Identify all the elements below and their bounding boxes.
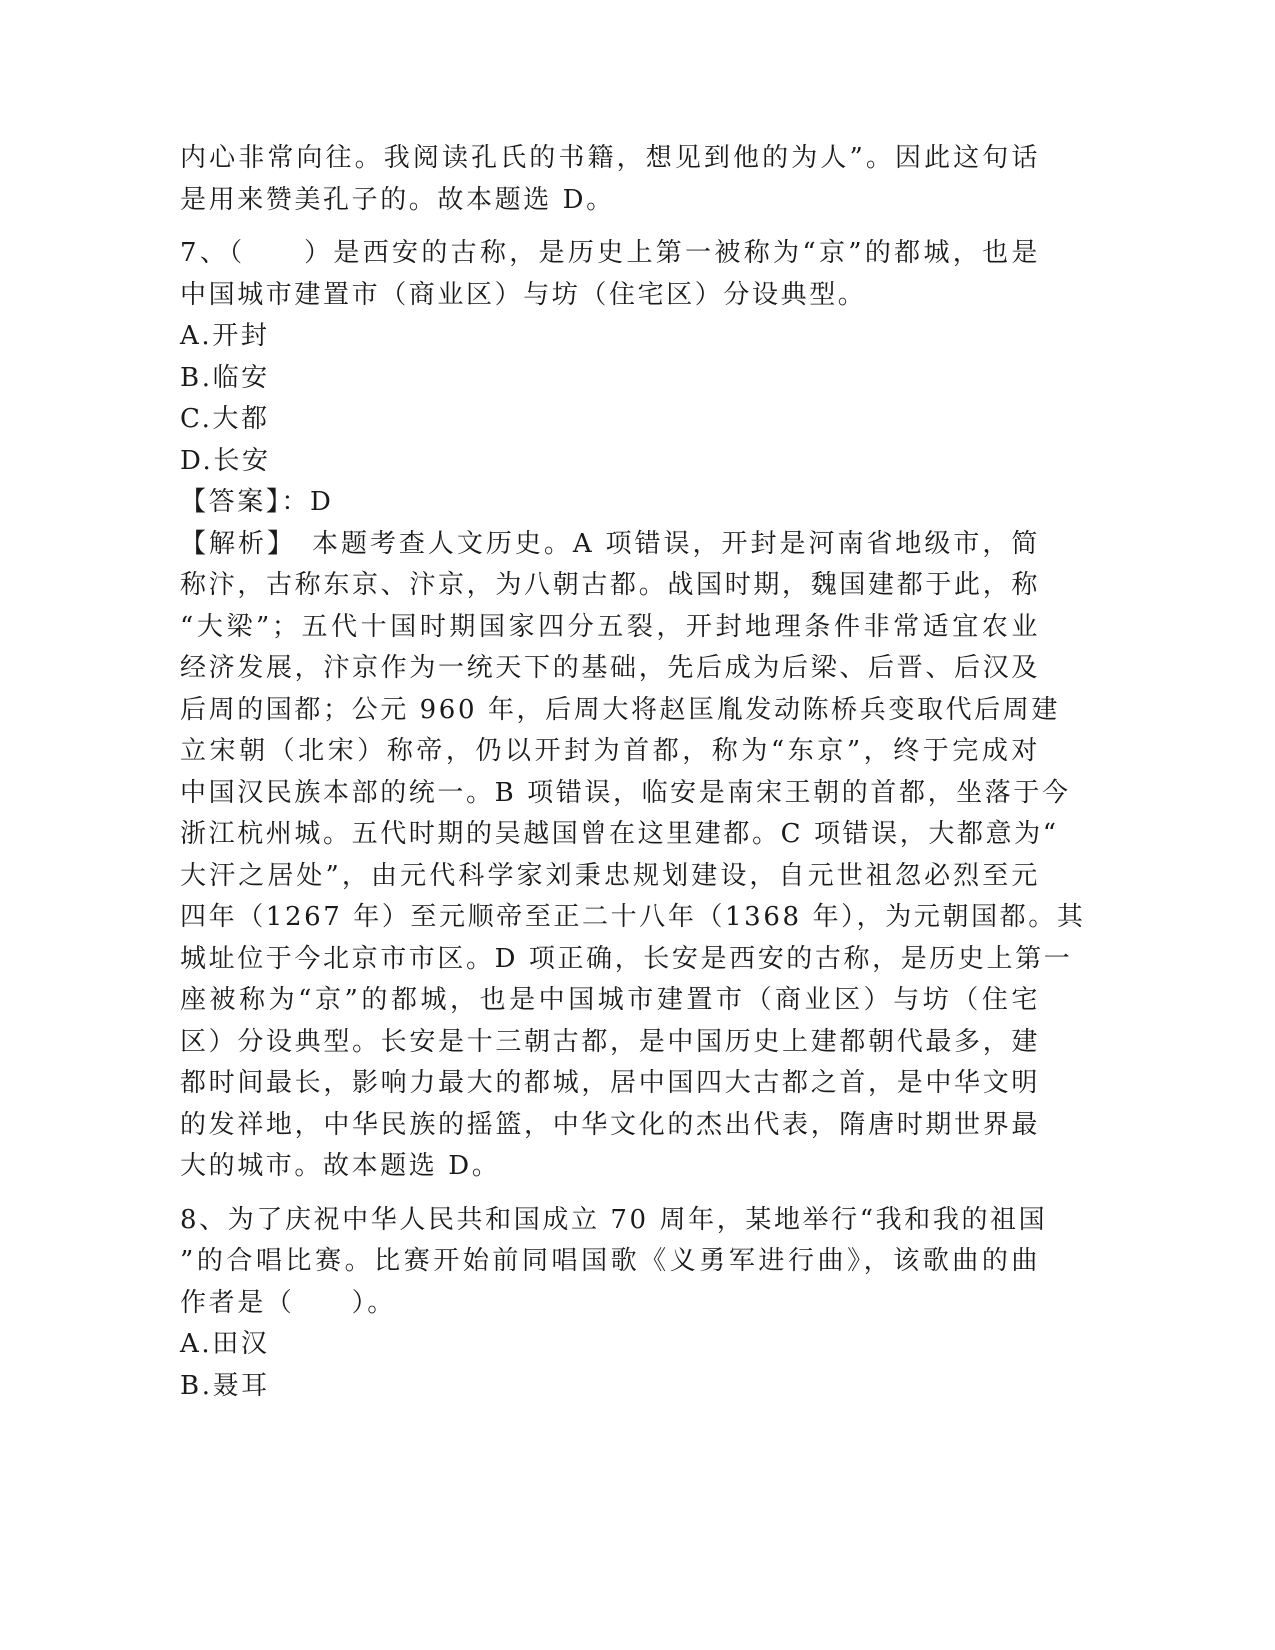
analysis-line: 区）分设典型。长安是十三朝古都，是中国历史上建都朝代最多，建 xyxy=(180,1026,1040,1057)
document-page xyxy=(180,138,1086,1407)
question-8 xyxy=(180,1200,1048,1408)
question-stem-line: 8、为了庆祝中华人民共和国成立 70 周年，某地举行“我和我的祖国 xyxy=(180,1204,1048,1235)
analysis-line: “大梁”；五代十国时期国家四分五裂，开封地理条件非常适宜农业 xyxy=(180,611,1040,642)
option-a: A.开封 xyxy=(180,321,270,351)
option-a: A.田汉 xyxy=(180,1329,270,1359)
question-7 xyxy=(180,233,1086,1188)
analysis-line: 称汴，古称东京、汴京，为八朝古都。战国时期，魏国建都于此，称 xyxy=(180,570,1040,600)
analysis-line: 大汗之居处”，由元代科学家刘秉忠规划建设，自元世祖忽必烈至元 xyxy=(180,860,1040,891)
option-b: B.聂耳 xyxy=(180,1370,270,1401)
question-stem-line: 作者是（ ）。 xyxy=(180,1287,396,1318)
analysis-line: 都时间最长，影响力最大的都城，居中国四大古都之首，是中华文明 xyxy=(180,1068,1040,1098)
prev-analysis-tail xyxy=(180,138,1040,221)
analysis-line: 城址位于今北京市市区。D 项正确，长安是西安的古称，是历史上第一 xyxy=(180,943,1073,974)
option-c: C.大都 xyxy=(180,404,270,434)
option-d: D.长安 xyxy=(180,445,271,476)
analysis-line: 立宋朝（北宋）称帝，仍以开封为首都，称为“东京”，终于完成对 xyxy=(180,736,1040,766)
analysis-line: 经济发展，汴京作为一统天下的基础，先后成为后梁、后晋、后汉及 xyxy=(180,653,1040,683)
question-stem-line: ”的合唱比赛。比赛开始前同唱国歌《义勇军进行曲》，该歌曲的曲 xyxy=(180,1246,1040,1276)
question-stem-line: 中国城市建置市（商业区）与坊（住宅区）分设典型。 xyxy=(180,279,867,310)
text-line: 是用来赞美孔子的。故本题选 D。 xyxy=(180,184,615,215)
analysis-line: 座被称为“京”的都城，也是中国城市建置市（商业区）与坊（住宅 xyxy=(180,985,1040,1015)
question-stem-line: 7、（ ）是西安的古称，是历史上第一被称为“京”的都城，也是 xyxy=(180,238,1040,268)
analysis-line: 的发祥地，中华民族的摇篮，中华文化的杰出代表，隋唐时期世界最 xyxy=(180,1109,1040,1140)
analysis-line: 浙江杭州城。五代时期的吴越国曾在这里建都。C 项错误，大都意为“ xyxy=(180,819,1059,849)
analysis-line: 大的城市。故本题选 D。 xyxy=(180,1151,501,1181)
paragraph-gap xyxy=(180,221,1040,233)
analysis-line: 四年（1267 年）至元顺帝至正二十八年（1368 年），为元朝国都。其 xyxy=(180,902,1086,932)
analysis-line: 后周的国都；公元 960 年，后周大将赵匡胤发动陈桥兵变取代后周建 xyxy=(180,694,1060,725)
paragraph-gap xyxy=(180,1188,1040,1200)
answer-label: 【答案】：D xyxy=(180,487,334,517)
text-line: 内心非常向往。我阅读孔氏的书籍，想见到他的为人”。因此这句话 xyxy=(180,143,1040,173)
analysis-line: 【解析】 本题考查人文历史。A 项错误，开封是河南省地级市，简 xyxy=(180,528,1040,559)
analysis-line: 中国汉民族本部的统一。B 项错误，临安是南宋王朝的首都，坐落于今 xyxy=(180,777,1071,808)
option-b: B.临安 xyxy=(180,362,270,393)
